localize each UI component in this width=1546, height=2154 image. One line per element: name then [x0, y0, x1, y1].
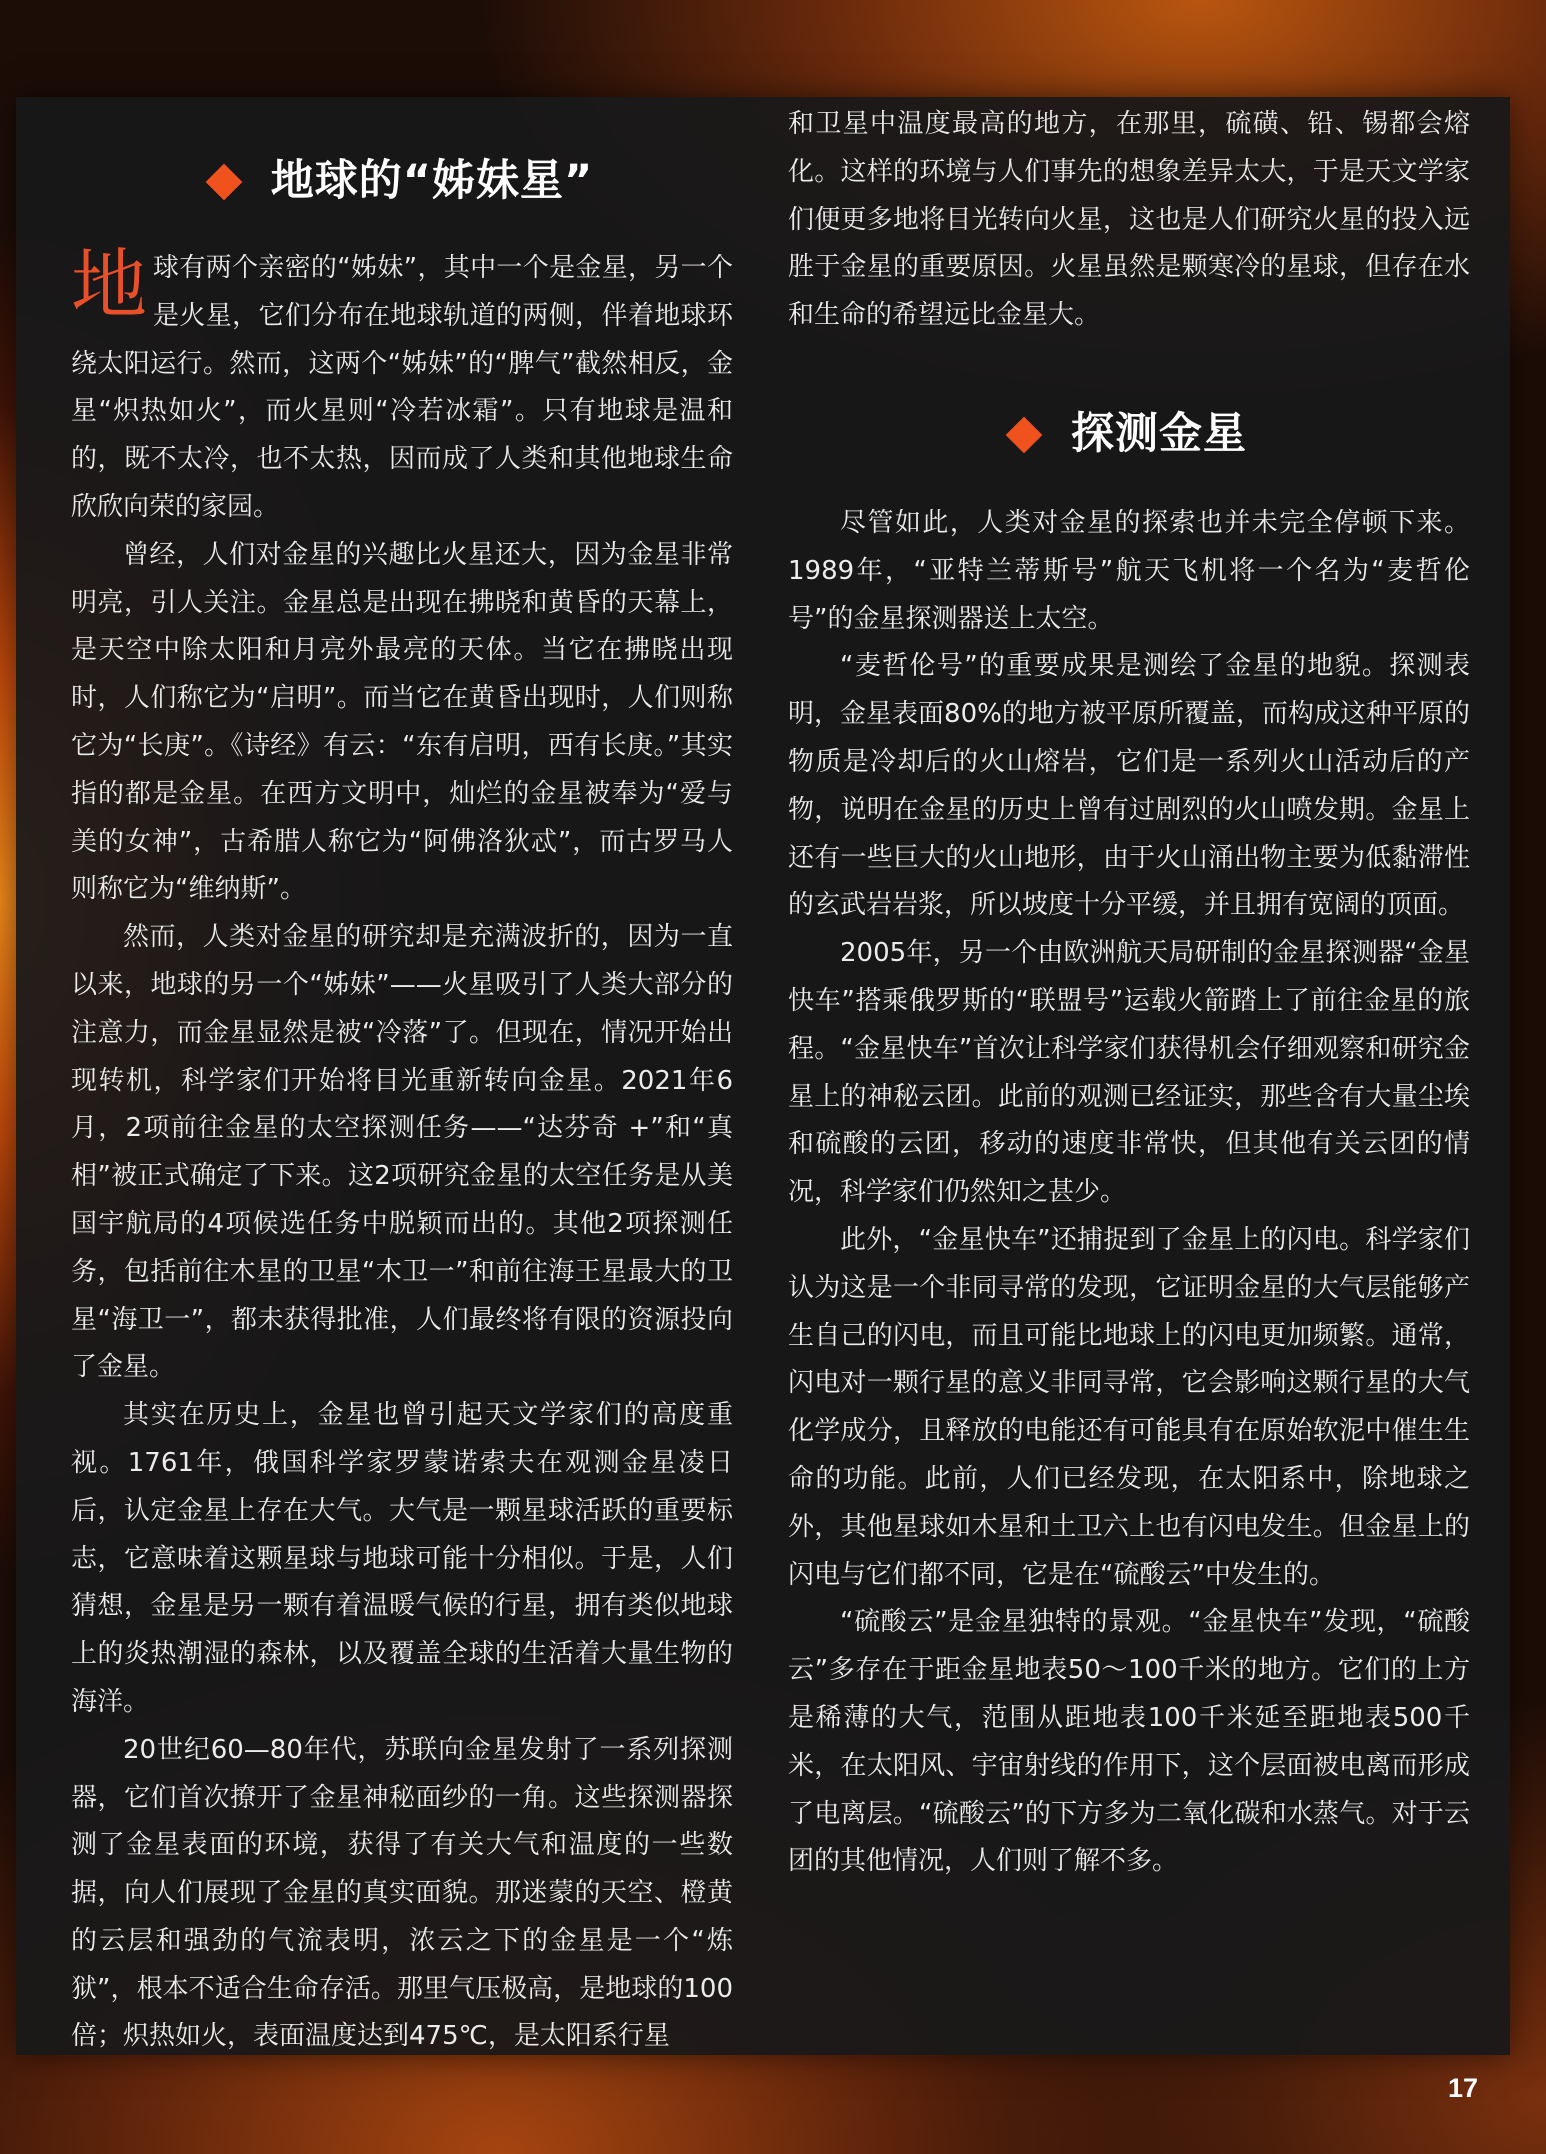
- left-column: [71, 97, 733, 2061]
- paragraph: 尽管如此，人类对金星的探索也并未完全停顿下来。1989年，“亚特兰蒂斯号”航天飞机将一个名为“麦哲伦号”的金星探测器送上太空。: [788, 507, 1470, 634]
- right-column: [788, 97, 1470, 1886]
- paragraph-intro: [71, 240, 733, 532]
- heading-text: 探测金星: [1071, 409, 1247, 460]
- drop-cap: 地: [71, 240, 147, 329]
- paragraph: 此外，“金星快车”还捕捉到了金星上的闪电。科学家们认为这是一个非同寻常的发现，它证明金星的大气层能够产生自己的闪电，而且可能比地球上的闪电更加频繁。通常，闪电对一颗行星的意义非同寻常，它会影响这颗行星的大气化学成分，且释放的电能还有可能具有在原始软泥中催生生命的功能。此前，人们已经发现，在太阳系中，除地球之外，其他星球如木星和土卫六上也有闪电发生。但金星上的闪电与它们都不同，它是在“硫酸云”中发生的。: [788, 1224, 1470, 1590]
- paragraph: 20世纪60—80年代，苏联向金星发射了一系列探测器，它们首次撩开了金星神秘面纱的一角。这些探测器探测了金星表面的环境，获得了有关大气和温度的一些数据，向人们展现了金星的真实面貌。那迷蒙的天空、橙黄的云层和强劲的气流表明，浓云之下的金星是一个“炼狱”，根本不适合生命存活。那里气压极高，是地球的100倍；炽热如火，表面温度达到475℃，是太阳系行星: [71, 1734, 733, 2052]
- paragraph: 2005年，另一个由欧洲航天局研制的金星探测器“金星快车”搭乘俄罗斯的“联盟号”运载火箭踏上了前往金星的旅程。“金星快车”首次让科学家们获得机会仔细观察和研究金星上的神秘云团。此前的观测已经证实，那些含有大量尘埃和硫酸的云团，移动的速度非常快，但其他有关云团的情况，科学家们仍然知之甚少。: [788, 938, 1470, 1208]
- paragraph: “麦哲伦号”的重要成果是测绘了金星的地貌。探测表明，金星表面80%的地方被平原所覆盖，而构成这种平原的物质是冷却后的火山熔岩，它们是一系列火山活动后的产物，说明在金星的历史上曾有过剧烈的火山喷发期。金星上还有一些巨大的火山地形，由于火山涌出物主要为低黏滞性的玄武岩岩浆，所以坡度十分平缓，并且拥有宽阔的顶面。: [788, 651, 1470, 921]
- section-heading-explore-venus: [788, 390, 1470, 480]
- diamond-bullet-icon: [205, 164, 242, 201]
- paragraph: 然而，人类对金星的研究却是充满波折的，因为一直以来，地球的另一个“姊妹”——火星吸引了人类大部分的注意力，而金星显然是被“冷落”了。但现在，情况开始出现转机，科学家们开始将目光重新转向金星。2021年6月，2项前往金星的太空探测任务——“达芬奇 +”和“真相”被正式确定了下来。这2项研究金星的太空任务是从美国宇航局的4项候选任务中脱颖而出的。其他2项探测任务，包括前往木星的卫星“木卫一”和前往海王星最大的卫星“海卫一”，都未获得批准，人们最终将有限的资源投向了金星。: [71, 922, 733, 1383]
- section-heading-sister-star: [71, 137, 733, 227]
- article-panel: [16, 97, 1510, 2055]
- paragraph-continuation: 和卫星中温度最高的地方，在那里，硫磺、铅、锡都会熔化。这样的环境与人们事先的想象差异太大，于是天文学家们便更多地将目光转向火星，这也是人们研究火星的投入远胜于金星的重要原因。火星虽然是颗寒冷的星球，但存在水和生命的希望远比金星大。: [788, 109, 1470, 331]
- diamond-bullet-icon: [1006, 417, 1043, 454]
- paragraph-intro-text: 球有两个亲密的“姊妹”，其中一个是金星，另一个是火星，它们分布在地球轨道的两侧，伴着地球环绕太阳运行。然而，这两个“姊妹”的“脾气”截然相反，金星“炽热如火”，而火星则“冷若冰霜”。只有地球是温和的，既不太冷，也不太热，因而成了人类和其他地球生命欣欣向荣的家园。: [71, 253, 733, 522]
- heading-text: 地球的“姊妹星”: [270, 156, 594, 207]
- paragraph: 其实在历史上，金星也曾引起天文学家们的高度重视。1761年，俄国科学家罗蒙诺索夫在观测金星凌日后，认定金星上存在大气。大气是一颗星球活跃的重要标志，它意味着这颗星球与地球可能十分相似。于是，人们猜想，金星是另一颗有着温暖气候的行星，拥有类似地球上的炎热潮湿的森林，以及覆盖全球的生活着大量生物的海洋。: [71, 1400, 733, 1717]
- page-number: 17: [1447, 2073, 1478, 2103]
- paragraph: “硫酸云”是金星独特的景观。“金星快车”发现，“硫酸云”多存在于距金星地表50～100千米的地方。它们的上方是稀薄的大气，范围从距地表100千米延至距地表500千米，在太阳风、宇宙射线的作用下，这个层面被电离而形成了电离层。“硫酸云”的下方多为二氧化碳和水蒸气。对于云团的其他情况，人们则了解不多。: [788, 1607, 1470, 1877]
- paragraph: 曾经，人们对金星的兴趣比火星还大，因为金星非常明亮，引人关注。金星总是出现在拂晓和黄昏的天幕上，是天空中除太阳和月亮外最亮的天体。当它在拂晓出现时，人们称它为“启明”。而当它在黄昏出现时，人们则称它为“长庚”。《诗经》有云：“东有启明，西有长庚。”其实指的都是金星。在西方文明中，灿烂的金星被奉为“爱与美的女神”，古希腊人称它为“阿佛洛狄忒”，而古罗马人则称它为“维纳斯”。: [71, 539, 733, 905]
